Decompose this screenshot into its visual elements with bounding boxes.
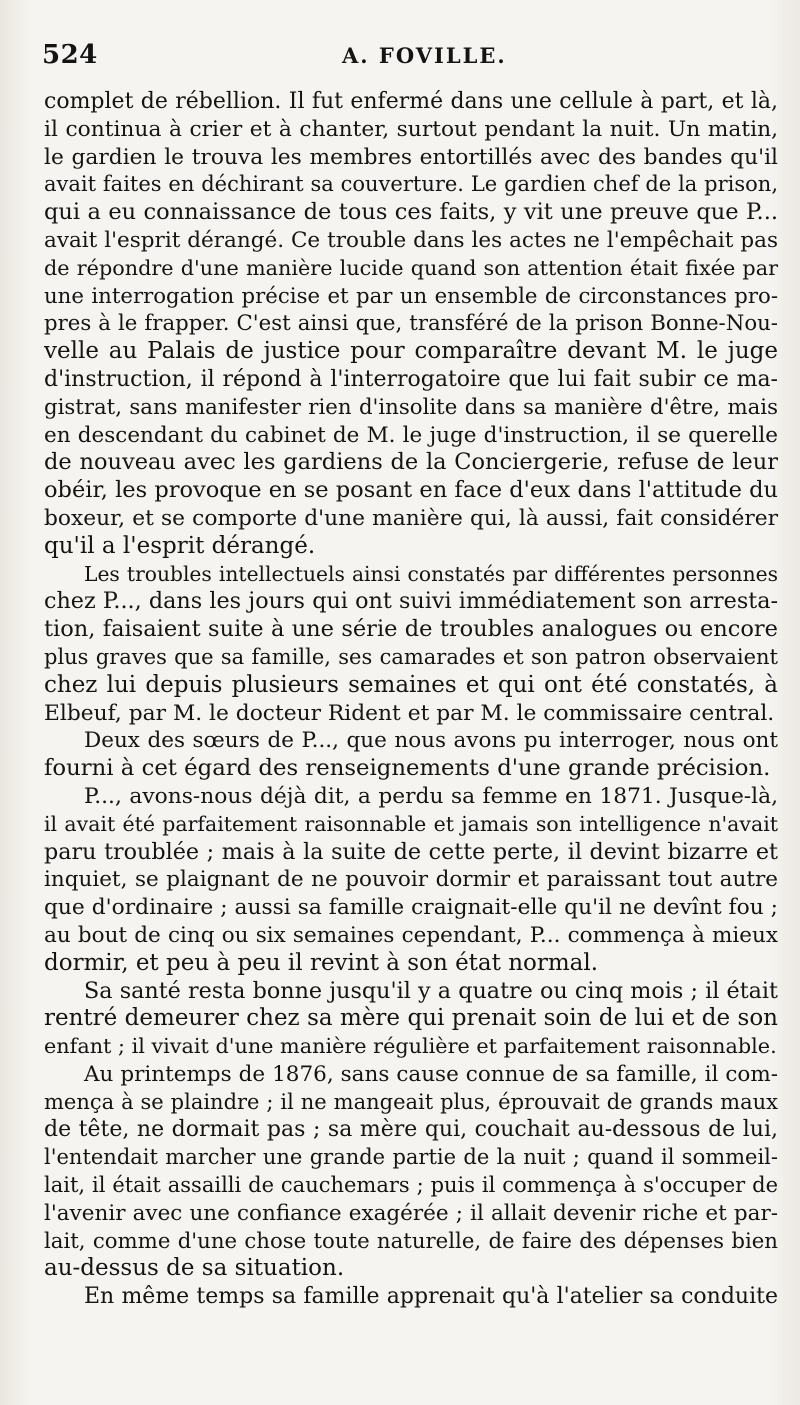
text-line: d'instruction, il répond à l'interrogatoire que lui fait subir ce ma- xyxy=(44,366,778,392)
text-line: qu'il a l'esprit dérangé. xyxy=(44,532,316,559)
text-line: velle au Palais de justice pour comparaître devant M. le juge xyxy=(44,338,778,365)
text-line: complet de rébellion. Il fut enfermé dans une cellule à part, et là, xyxy=(44,89,778,114)
text-line: Sa santé resta bonne jusqu'il y a quatre ou cinq mois ; il était xyxy=(84,977,778,1004)
text-line: gistrat, sans manifester rien d'insolite dans sa manière d'être, mais xyxy=(44,394,778,420)
text-line: Les troubles intellectuels ainsi constatés par différentes personnes xyxy=(84,561,778,586)
text-line: il continua à crier et à chanter, surtout pendant la nuit. Un matin, xyxy=(44,116,778,142)
text-line: obéir, les provoque en se posant en face d'eux dans l'attitude du xyxy=(44,477,778,504)
text-line: chez lui depuis plusieurs semaines et qui ont été constatés, à xyxy=(44,671,778,698)
text-line: avait l'esprit dérangé. Ce trouble dans les actes ne l'empêchait pas xyxy=(44,227,778,253)
text-line: lait, comme d'une chose toute naturelle, de faire des dépenses bien xyxy=(44,1228,778,1254)
text-line: Au printemps de 1876, sans cause connue de sa famille, il com- xyxy=(84,1061,778,1087)
text-line: tion, faisaient suite à une série de troubles analogues ou encore xyxy=(44,616,778,643)
text-line: l'avenir avec une confiance exagérée ; il allait devenir riche et par- xyxy=(44,1200,778,1226)
text-line: une interrogation précise et par un ensemble de circonstances pro- xyxy=(44,283,778,309)
text-line: il avait été parfaitement raisonnable et jamais son intelligence n'avait xyxy=(44,811,778,836)
text-line: lait, il était assailli de cauchemars ; puis il commença à s'occuper de xyxy=(44,1173,778,1198)
text-line: enfant ; il vivait d'une manière régulière et parfaitement raisonnable. xyxy=(44,1034,777,1059)
text-line: de tête, ne dormait pas ; sa mère qui, couchait au-dessous de lui, xyxy=(44,1117,778,1143)
running-head: A. FOVILLE. xyxy=(342,43,507,68)
text-line: au-dessus de sa situation. xyxy=(44,1255,345,1282)
text-line: de nouveau avec les gardiens de la Conciergerie, refuse de leur xyxy=(44,449,778,476)
text-line: que d'ordinaire ; aussi sa famille craignait-elle qu'il ne devînt fou ; xyxy=(44,895,778,921)
page-number: 524 xyxy=(42,40,98,70)
text-line: plus graves que sa famille, ses camarades et son patron observaient xyxy=(44,644,778,669)
text-line: le gardien le trouva les membres entortillés avec des bandes qu'il xyxy=(44,144,778,170)
text-line: fourni à cet égard des renseignements d'une grande précision. xyxy=(44,755,771,782)
text-line: au bout de cinq ou six semaines cependant, P... commença à mieux xyxy=(44,922,778,948)
text-line: qui a eu connaissance de tous ces faits, y vit une preuve que P... xyxy=(44,199,778,226)
text-line: boxeur, et se comporte d'une manière qui, là aussi, fait considérer xyxy=(44,505,778,531)
text-line: inquiet, se plaignant de ne pouvoir dormir et paraissant tout autre xyxy=(44,867,778,893)
text-line: En même temps sa famille apprenait qu'à l'atelier sa conduite xyxy=(84,1284,778,1310)
text-line: dormir, et peu à peu il revint à son état normal. xyxy=(44,949,599,976)
text-line: paru troublée ; mais à la suite de cette perte, il devint bizarre et xyxy=(44,838,778,865)
text-line: chez P..., dans les jours qui ont suivi immédiatement son arresta- xyxy=(44,588,778,615)
text-line: l'entendait marcher une grande partie de la nuit ; quand il sommeil- xyxy=(44,1145,778,1170)
text-line: rentré demeurer chez sa mère qui prenait soin de lui et de son xyxy=(44,1005,778,1032)
text-line: Elbeuf, par M. le docteur Rident et par M. le commissaire central. xyxy=(44,700,775,726)
page-header xyxy=(42,40,778,80)
text-line: en descendant du cabinet de M. le juge d'instruction, il se querelle xyxy=(44,422,778,448)
text-line: de répondre d'une manière lucide quand son attention était fixée par xyxy=(44,255,778,280)
text-line: P..., avons-nous déjà dit, a perdu sa femme en 1871. Jusque-là, xyxy=(84,783,778,809)
text-line: avait faites en déchirant sa couverture. Le gardien chef de la prison, xyxy=(44,172,778,197)
body-text xyxy=(44,88,778,1311)
text-line: mença à se plaindre ; il ne mangeait plus, éprouvait de grands maux xyxy=(44,1089,778,1114)
text-line: Deux des sœurs de P..., que nous avons pu interroger, nous ont xyxy=(84,728,778,754)
text-line: pres à le frapper. C'est ainsi que, transféré de la prison Bonne-Nou- xyxy=(44,311,778,337)
